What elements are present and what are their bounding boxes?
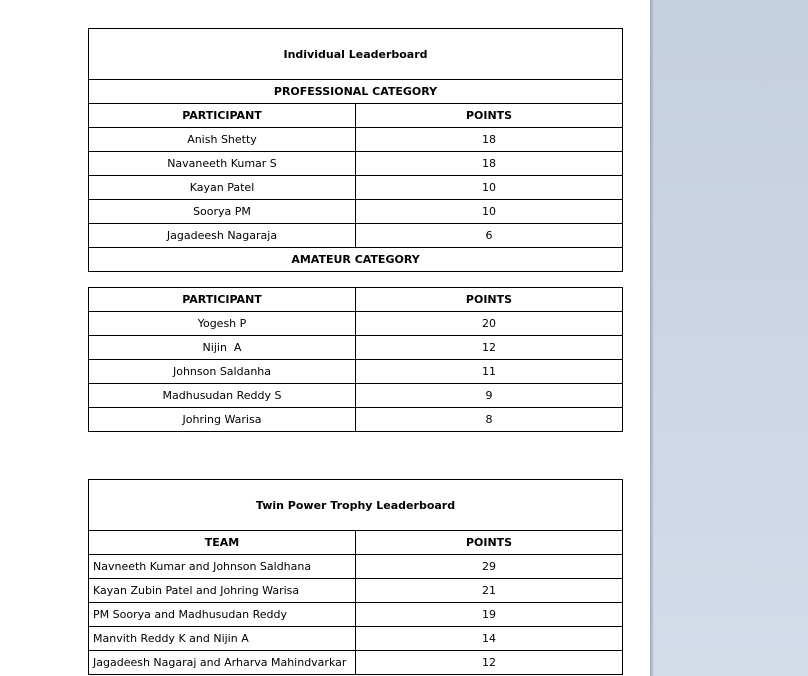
participant-points: 18: [356, 128, 623, 152]
participant-name: Johring Warisa: [89, 408, 356, 432]
table-row: [89, 336, 623, 360]
team-points: 29: [356, 555, 623, 579]
participant-name: Yogesh P: [89, 312, 356, 336]
participant-points: 12: [356, 336, 623, 360]
team-points: 12: [356, 651, 623, 675]
participant-name: Soorya PM: [89, 200, 356, 224]
table-row: [89, 360, 623, 384]
participant-points: 9: [356, 384, 623, 408]
participant-points: 10: [356, 200, 623, 224]
table-row: [89, 224, 623, 248]
points-header: POINTS: [356, 288, 623, 312]
participant-points: 10: [356, 176, 623, 200]
table-row: [89, 176, 623, 200]
table-row: [89, 408, 623, 432]
team-name: Kayan Zubin Patel and Johring Warisa: [89, 579, 356, 603]
team-name: Jagadeesh Nagaraj and Arharva Mahindvarkar: [89, 651, 356, 675]
participant-name: Navaneeth Kumar S: [89, 152, 356, 176]
team-name: PM Soorya and Madhusudan Reddy: [89, 603, 356, 627]
amateur-category-label: AMATEUR CATEGORY: [89, 248, 623, 272]
points-header: POINTS: [356, 104, 623, 128]
table-row: [89, 579, 623, 603]
team-header: TEAM: [89, 531, 356, 555]
team-points: 21: [356, 579, 623, 603]
team-points: 14: [356, 627, 623, 651]
individual-leaderboard-title: Individual Leaderboard: [89, 29, 623, 80]
participant-header: PARTICIPANT: [89, 288, 356, 312]
team-name: Navneeth Kumar and Johnson Saldhana: [89, 555, 356, 579]
table-row: [89, 128, 623, 152]
participant-name: Johnson Saldanha: [89, 360, 356, 384]
participant-name: Jagadeesh Nagaraja: [89, 224, 356, 248]
table-row: [89, 200, 623, 224]
amateur-leaderboard-table: [88, 287, 623, 432]
professional-category-label: PROFESSIONAL CATEGORY: [89, 80, 623, 104]
twin-power-leaderboard-table: [88, 479, 623, 675]
twin-power-leaderboard-title: Twin Power Trophy Leaderboard: [89, 480, 623, 531]
table-row: [89, 651, 623, 675]
individual-leaderboard-table: [88, 28, 623, 272]
participant-points: 18: [356, 152, 623, 176]
table-row: [89, 312, 623, 336]
participant-points: 8: [356, 408, 623, 432]
participant-name: Kayan Patel: [89, 176, 356, 200]
participant-name: Madhusudan Reddy S: [89, 384, 356, 408]
table-row: [89, 627, 623, 651]
team-name: Manvith Reddy K and Nijin A: [89, 627, 356, 651]
participant-name: Nijin A: [89, 336, 356, 360]
team-points: 19: [356, 603, 623, 627]
participant-header: PARTICIPANT: [89, 104, 356, 128]
table-row: [89, 384, 623, 408]
table-row: [89, 555, 623, 579]
table-row: [89, 152, 623, 176]
table-row: [89, 603, 623, 627]
participant-points: 6: [356, 224, 623, 248]
participant-points: 11: [356, 360, 623, 384]
points-header: POINTS: [356, 531, 623, 555]
page-edge-shadow: [650, 0, 654, 676]
participant-points: 20: [356, 312, 623, 336]
participant-name: Anish Shetty: [89, 128, 356, 152]
